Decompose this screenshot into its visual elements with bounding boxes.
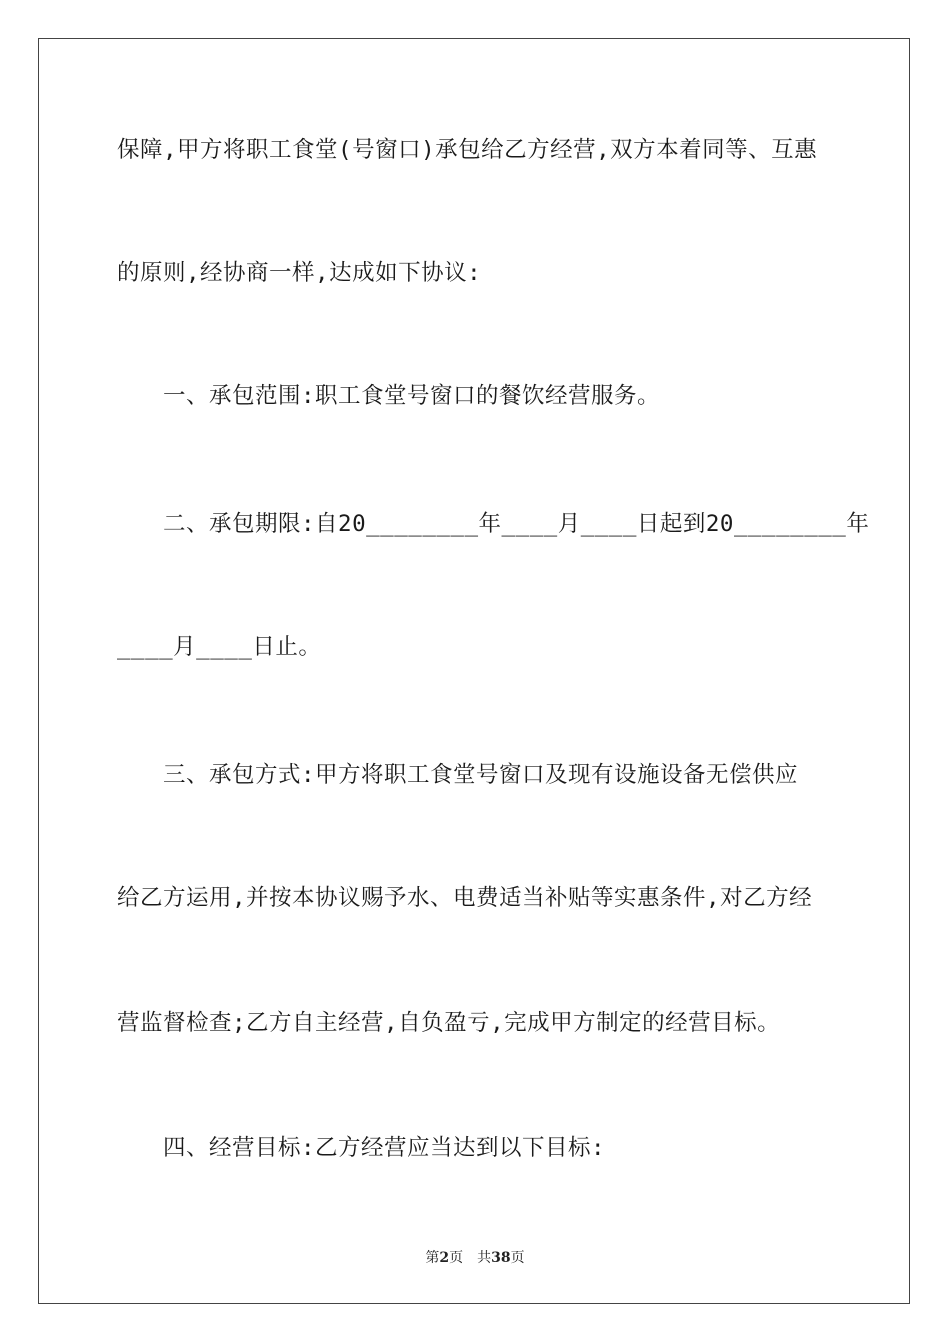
clause-3-line-3: 营监督检查;乙方自主经营,自负盈亏,完成甲方制定的经营目标。 — [117, 1010, 781, 1036]
footer-page-total: 38 — [491, 1250, 511, 1266]
paragraph-line-2: 的原则,经协商一样,达成如下协议: — [117, 260, 482, 286]
footer-page-current: 2 — [439, 1250, 450, 1266]
clause-1-line: 一、承包范围:职工食堂号窗口的餐饮经营服务。 — [163, 383, 661, 409]
footer-page-suffix: 页 — [449, 1250, 464, 1266]
page-footer — [0, 1247, 950, 1267]
footer-total-suffix: 页 — [510, 1250, 525, 1266]
clause-3-line-1: 三、承包方式:甲方将职工食堂号窗口及现有设施设备无偿供应 — [163, 762, 799, 788]
clause-3-line-2: 给乙方运用,并按本协议赐予水、电费适当补贴等实惠条件,对乙方经 — [117, 885, 813, 911]
footer-page-prefix: 第 — [425, 1250, 440, 1266]
footer-total-prefix: 共 — [477, 1250, 492, 1266]
paragraph-line-1: 保障,甲方将职工食堂(号窗口)承包给乙方经营,双方本着同等、互惠 — [117, 137, 818, 163]
clause-4-line: 四、经营目标:乙方经营应当达到以下目标: — [163, 1135, 606, 1161]
clause-2-line-1: 二、承包期限:自20________年____月____日起到20________年 — [163, 511, 870, 537]
page-border — [38, 38, 910, 1304]
clause-2-line-2: ____月____日止。 — [117, 634, 322, 660]
